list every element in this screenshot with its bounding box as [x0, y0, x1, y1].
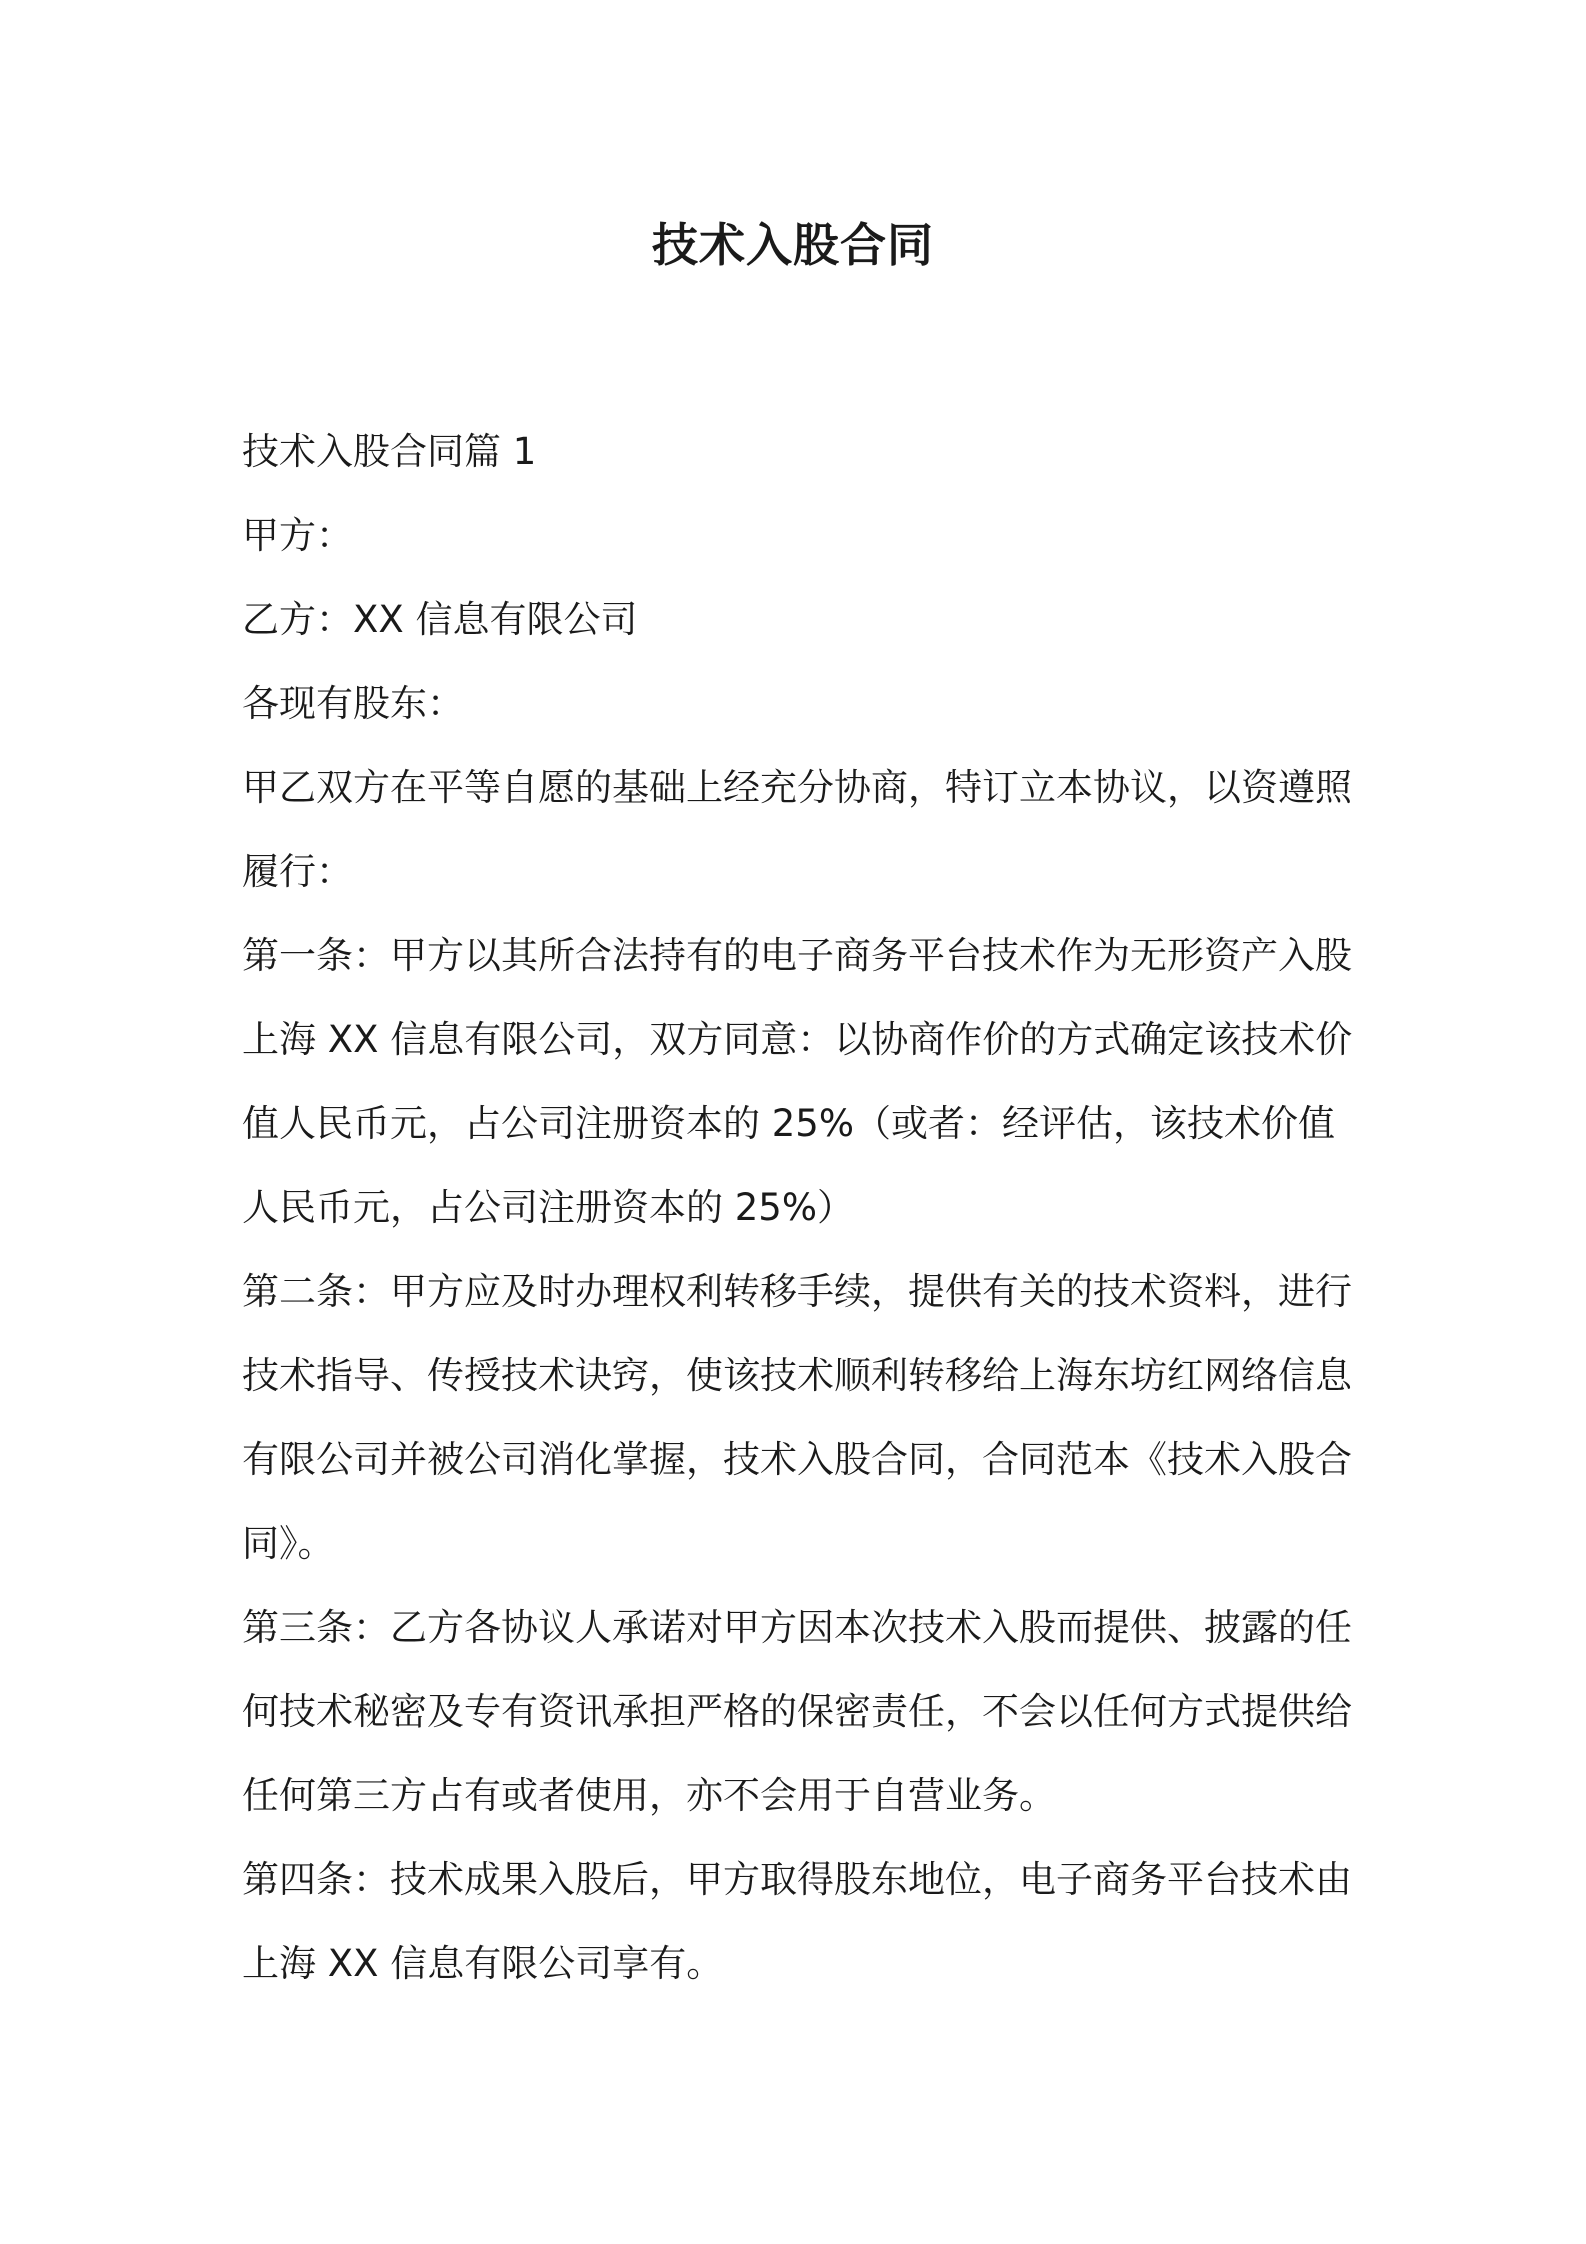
article-3-line: 任何第三方占有或者使用，亦不会用于自营业务。: [242, 1774, 1056, 1817]
party-b-line: 乙方：XX 信息有限公司: [242, 598, 638, 641]
document-title: 技术入股合同: [652, 218, 934, 272]
article-3-line: 第三条：乙方各协议人承诺对甲方因本次技术入股而提供、披露的任: [242, 1606, 1352, 1649]
article-2-line: 第二条：甲方应及时办理权利转移手续，提供有关的技术资料，进行: [242, 1270, 1352, 1313]
article-2-line: 同》。: [242, 1522, 335, 1565]
body-line: 甲乙双方在平等自愿的基础上经充分协商，特订立本协议，以资遵照: [242, 766, 1352, 809]
article-1-line: 人民币元，占公司注册资本的 25%）: [242, 1186, 854, 1229]
article-1-line: 值人民币元，占公司注册资本的 25%（或者：经评估，该技术价值: [242, 1102, 1335, 1145]
article-2-line: 技术指导、传授技术诀窍，使该技术顺利转移给上海东坊红网络信息: [242, 1354, 1352, 1397]
shareholders-line: 各现有股东：: [242, 682, 464, 725]
document-body: [242, 410, 1352, 2006]
article-1-line: 第一条：甲方以其所合法持有的电子商务平台技术作为无形资产入股: [242, 934, 1352, 977]
article-2-line: 有限公司并被公司消化掌握，技术入股合同，合同范本《技术入股合: [242, 1438, 1352, 1481]
article-4-line: 上海 XX 信息有限公司享有。: [242, 1942, 724, 1985]
party-a-line: 甲方：: [242, 514, 353, 557]
article-3-line: 何技术秘密及专有资讯承担严格的保密责任，不会以任何方式提供给: [242, 1690, 1352, 1733]
body-line: 履行：: [242, 850, 353, 893]
article-4-line: 第四条：技术成果入股后，甲方取得股东地位，电子商务平台技术由: [242, 1858, 1352, 1901]
section-heading: 技术入股合同篇 1: [242, 430, 537, 473]
article-1-line: 上海 XX 信息有限公司，双方同意：以协商作价的方式确定该技术价: [242, 1018, 1353, 1061]
